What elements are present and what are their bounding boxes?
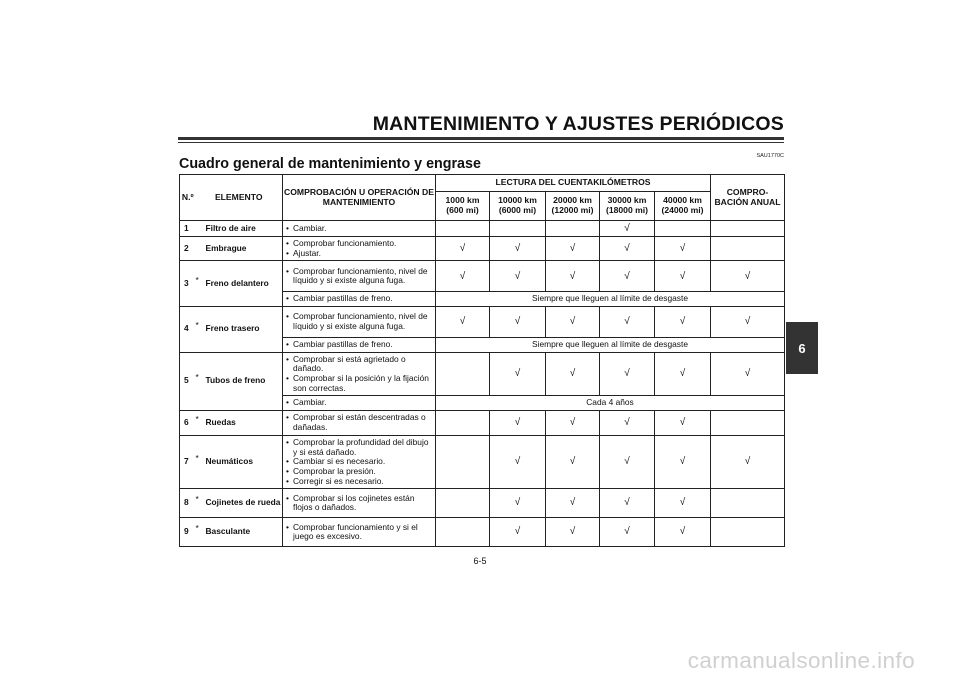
interval-check: √ <box>655 237 711 261</box>
row-element: Neumáticos <box>204 435 283 488</box>
dealer-service-mark: * <box>195 414 199 425</box>
interval-check: √ <box>546 435 600 488</box>
table-row <box>180 221 785 237</box>
interval-check: √ <box>600 489 655 518</box>
operation-item: • Comprobar si la posición y la fijación son correctas. <box>286 374 432 393</box>
annual-check: √ <box>711 261 785 292</box>
interval-check: √ <box>655 435 711 488</box>
chapter-tab: 6 <box>786 322 818 374</box>
operation-item: • Comprobar la presión. <box>286 467 432 477</box>
row-operations <box>283 306 436 337</box>
annual-check <box>711 489 785 518</box>
interval-check <box>546 221 600 237</box>
annual-check: √ <box>711 435 785 488</box>
interval-check: √ <box>600 261 655 292</box>
interval-km: 40000 km <box>663 195 702 206</box>
maintenance-table <box>179 174 785 547</box>
header-annual: COMPRO-BACIÓN ANUAL <box>711 175 785 221</box>
interval-mi: (24000 mi) <box>661 205 704 215</box>
interval-check <box>436 410 490 435</box>
row-number: 2 <box>180 237 196 261</box>
annual-check: √ <box>711 306 785 337</box>
interval-check: √ <box>600 410 655 435</box>
header-odometer: LECTURA DEL CUENTAKILÓMETROS <box>436 175 711 192</box>
interval-km: 10000 km <box>498 195 537 206</box>
row-star-cell <box>196 261 204 307</box>
row-number: 8 <box>180 489 196 518</box>
row-operations <box>283 261 436 292</box>
interval-check: √ <box>655 306 711 337</box>
operation-item: • Cambiar si es necesario. <box>286 457 432 467</box>
row-number: 6 <box>180 410 196 435</box>
row-operations <box>283 352 436 396</box>
header-interval <box>600 192 655 221</box>
interval-check: √ <box>546 261 600 292</box>
table-row <box>180 352 785 396</box>
row-operations <box>283 337 436 352</box>
row-element: Embrague <box>204 237 283 261</box>
page-number: 6-5 <box>473 556 487 566</box>
row-number: 5 <box>180 352 196 410</box>
interval-check: √ <box>655 410 711 435</box>
dealer-service-mark: * <box>195 453 199 464</box>
interval-check: √ <box>490 261 546 292</box>
row-star-cell <box>196 352 204 410</box>
operation-item: • Comprobar funcionamiento, nivel de líquido y si existe alguna fuga. <box>286 267 432 286</box>
interval-check <box>436 221 490 237</box>
operation-item: • Ajustar. <box>286 249 432 259</box>
operation-item: • Corregir si es necesario. <box>286 477 432 487</box>
interval-check <box>436 518 490 547</box>
section-code: SAU1770C <box>756 153 784 159</box>
interval-check: √ <box>655 261 711 292</box>
interval-check: √ <box>600 352 655 396</box>
interval-check <box>436 352 490 396</box>
interval-check: √ <box>600 435 655 488</box>
row-operations <box>283 396 436 411</box>
dealer-service-mark: * <box>195 320 199 331</box>
header-rule <box>178 137 784 140</box>
interval-check: √ <box>546 518 600 547</box>
row-element: Freno trasero <box>204 306 283 352</box>
interval-note: Siempre que lleguen al límite de desgaste <box>436 292 785 307</box>
watermark: carmanualsonline.info <box>687 648 915 673</box>
header-rule-thin <box>178 142 784 143</box>
operation-item: • Comprobar funcionamiento y si el juego es excesivo. <box>286 523 432 542</box>
table-row <box>180 261 785 292</box>
interval-check: √ <box>490 306 546 337</box>
interval-check: √ <box>490 237 546 261</box>
row-number: 7 <box>180 435 196 488</box>
operation-item: • Comprobar si están descentradas o dañadas. <box>286 413 432 432</box>
interval-km: 30000 km <box>607 195 647 206</box>
interval-check: √ <box>490 518 546 547</box>
interval-check: √ <box>546 237 600 261</box>
interval-check: √ <box>546 410 600 435</box>
annual-check <box>711 518 785 547</box>
interval-mi: (600 mi) <box>446 205 479 215</box>
row-star-cell <box>196 489 204 518</box>
header-num: N.º <box>180 175 196 221</box>
operation-item: • Comprobar funcionamiento, nivel de líquido y si existe alguna fuga. <box>286 312 432 331</box>
row-number: 1 <box>180 221 196 237</box>
interval-mi: (12000 mi) <box>551 205 594 215</box>
interval-check: √ <box>436 237 490 261</box>
row-star-cell <box>196 410 204 435</box>
dealer-service-mark: * <box>195 494 199 505</box>
interval-check: √ <box>655 352 711 396</box>
interval-check <box>436 489 490 518</box>
table-row <box>180 410 785 435</box>
header-interval <box>490 192 546 221</box>
interval-check <box>655 221 711 237</box>
interval-mi: (6000 mi) <box>498 205 537 215</box>
annual-check: √ <box>711 352 785 396</box>
row-number: 4 <box>180 306 196 352</box>
row-operations <box>283 292 436 307</box>
annual-check <box>711 410 785 435</box>
interval-mi: (18000 mi) <box>605 205 649 215</box>
interval-check: √ <box>546 489 600 518</box>
row-number: 9 <box>180 518 196 547</box>
operation-item: • Cambiar. <box>286 398 432 408</box>
interval-check: √ <box>546 306 600 337</box>
row-star-cell <box>196 518 204 547</box>
dealer-service-mark: * <box>195 274 199 285</box>
row-operations <box>283 237 436 261</box>
interval-check: √ <box>490 435 546 488</box>
interval-km: 20000 km <box>553 195 592 206</box>
row-element: Ruedas <box>204 410 283 435</box>
interval-check: √ <box>490 489 546 518</box>
row-operations <box>283 221 436 237</box>
interval-check: √ <box>436 261 490 292</box>
row-operations <box>283 489 436 518</box>
interval-check: √ <box>655 489 711 518</box>
operation-item: • Cambiar pastillas de freno. <box>286 340 432 350</box>
interval-check: √ <box>600 237 655 261</box>
interval-check: √ <box>600 221 655 237</box>
interval-check: √ <box>490 352 546 396</box>
row-star-cell <box>196 221 204 237</box>
operation-item: • Comprobar si los cojinetes están flojos o dañados. <box>286 494 432 513</box>
annual-check <box>711 221 785 237</box>
header-interval <box>655 192 711 221</box>
interval-check: √ <box>600 306 655 337</box>
header-interval <box>546 192 600 221</box>
page-title: MANTENIMIENTO Y AJUSTES PERIÓDICOS <box>372 113 784 135</box>
operation-item: • Comprobar la profundidad del dibujo y si está dañado. <box>286 438 432 457</box>
interval-note: Siempre que lleguen al límite de desgaste <box>436 337 785 352</box>
interval-check: √ <box>655 518 711 547</box>
dealer-service-mark: * <box>195 523 199 534</box>
operation-item: • Comprobar funcionamiento. <box>286 239 432 249</box>
table-row <box>180 237 785 261</box>
row-star-cell <box>196 237 204 261</box>
operation-item: • Cambiar pastillas de freno. <box>286 294 432 304</box>
row-element: Filtro de aire <box>204 221 283 237</box>
header-interval <box>436 192 490 221</box>
table-row <box>180 489 785 518</box>
header-element: ELEMENTO <box>196 175 283 221</box>
interval-km: 1000 km <box>445 195 480 206</box>
interval-check <box>490 221 546 237</box>
interval-check: √ <box>436 306 490 337</box>
table-row <box>180 518 785 547</box>
dealer-service-mark: * <box>195 372 199 383</box>
table-row <box>180 306 785 337</box>
table-row <box>180 435 785 488</box>
row-element: Tubos de freno <box>204 352 283 410</box>
row-number: 3 <box>180 261 196 307</box>
interval-note: Cada 4 años <box>436 396 785 411</box>
section-title: Cuadro general de mantenimiento y engrase <box>179 156 481 172</box>
interval-check: √ <box>546 352 600 396</box>
operation-item: • Comprobar si está agrietado o dañado. <box>286 355 432 374</box>
row-star-cell <box>196 306 204 352</box>
interval-check: √ <box>600 518 655 547</box>
operation-item: • Cambiar. <box>286 224 432 234</box>
row-element: Freno delantero <box>204 261 283 307</box>
interval-check <box>436 435 490 488</box>
row-element: Basculante <box>204 518 283 547</box>
row-operations <box>283 410 436 435</box>
interval-check: √ <box>490 410 546 435</box>
row-element: Cojinetes de rueda <box>204 489 283 518</box>
annual-check <box>711 237 785 261</box>
header-check-operation: COMPROBACIÓN U OPERACIÓN DE MANTENIMIENTO <box>283 175 436 221</box>
row-operations <box>283 435 436 488</box>
row-star-cell <box>196 435 204 488</box>
row-operations <box>283 518 436 547</box>
